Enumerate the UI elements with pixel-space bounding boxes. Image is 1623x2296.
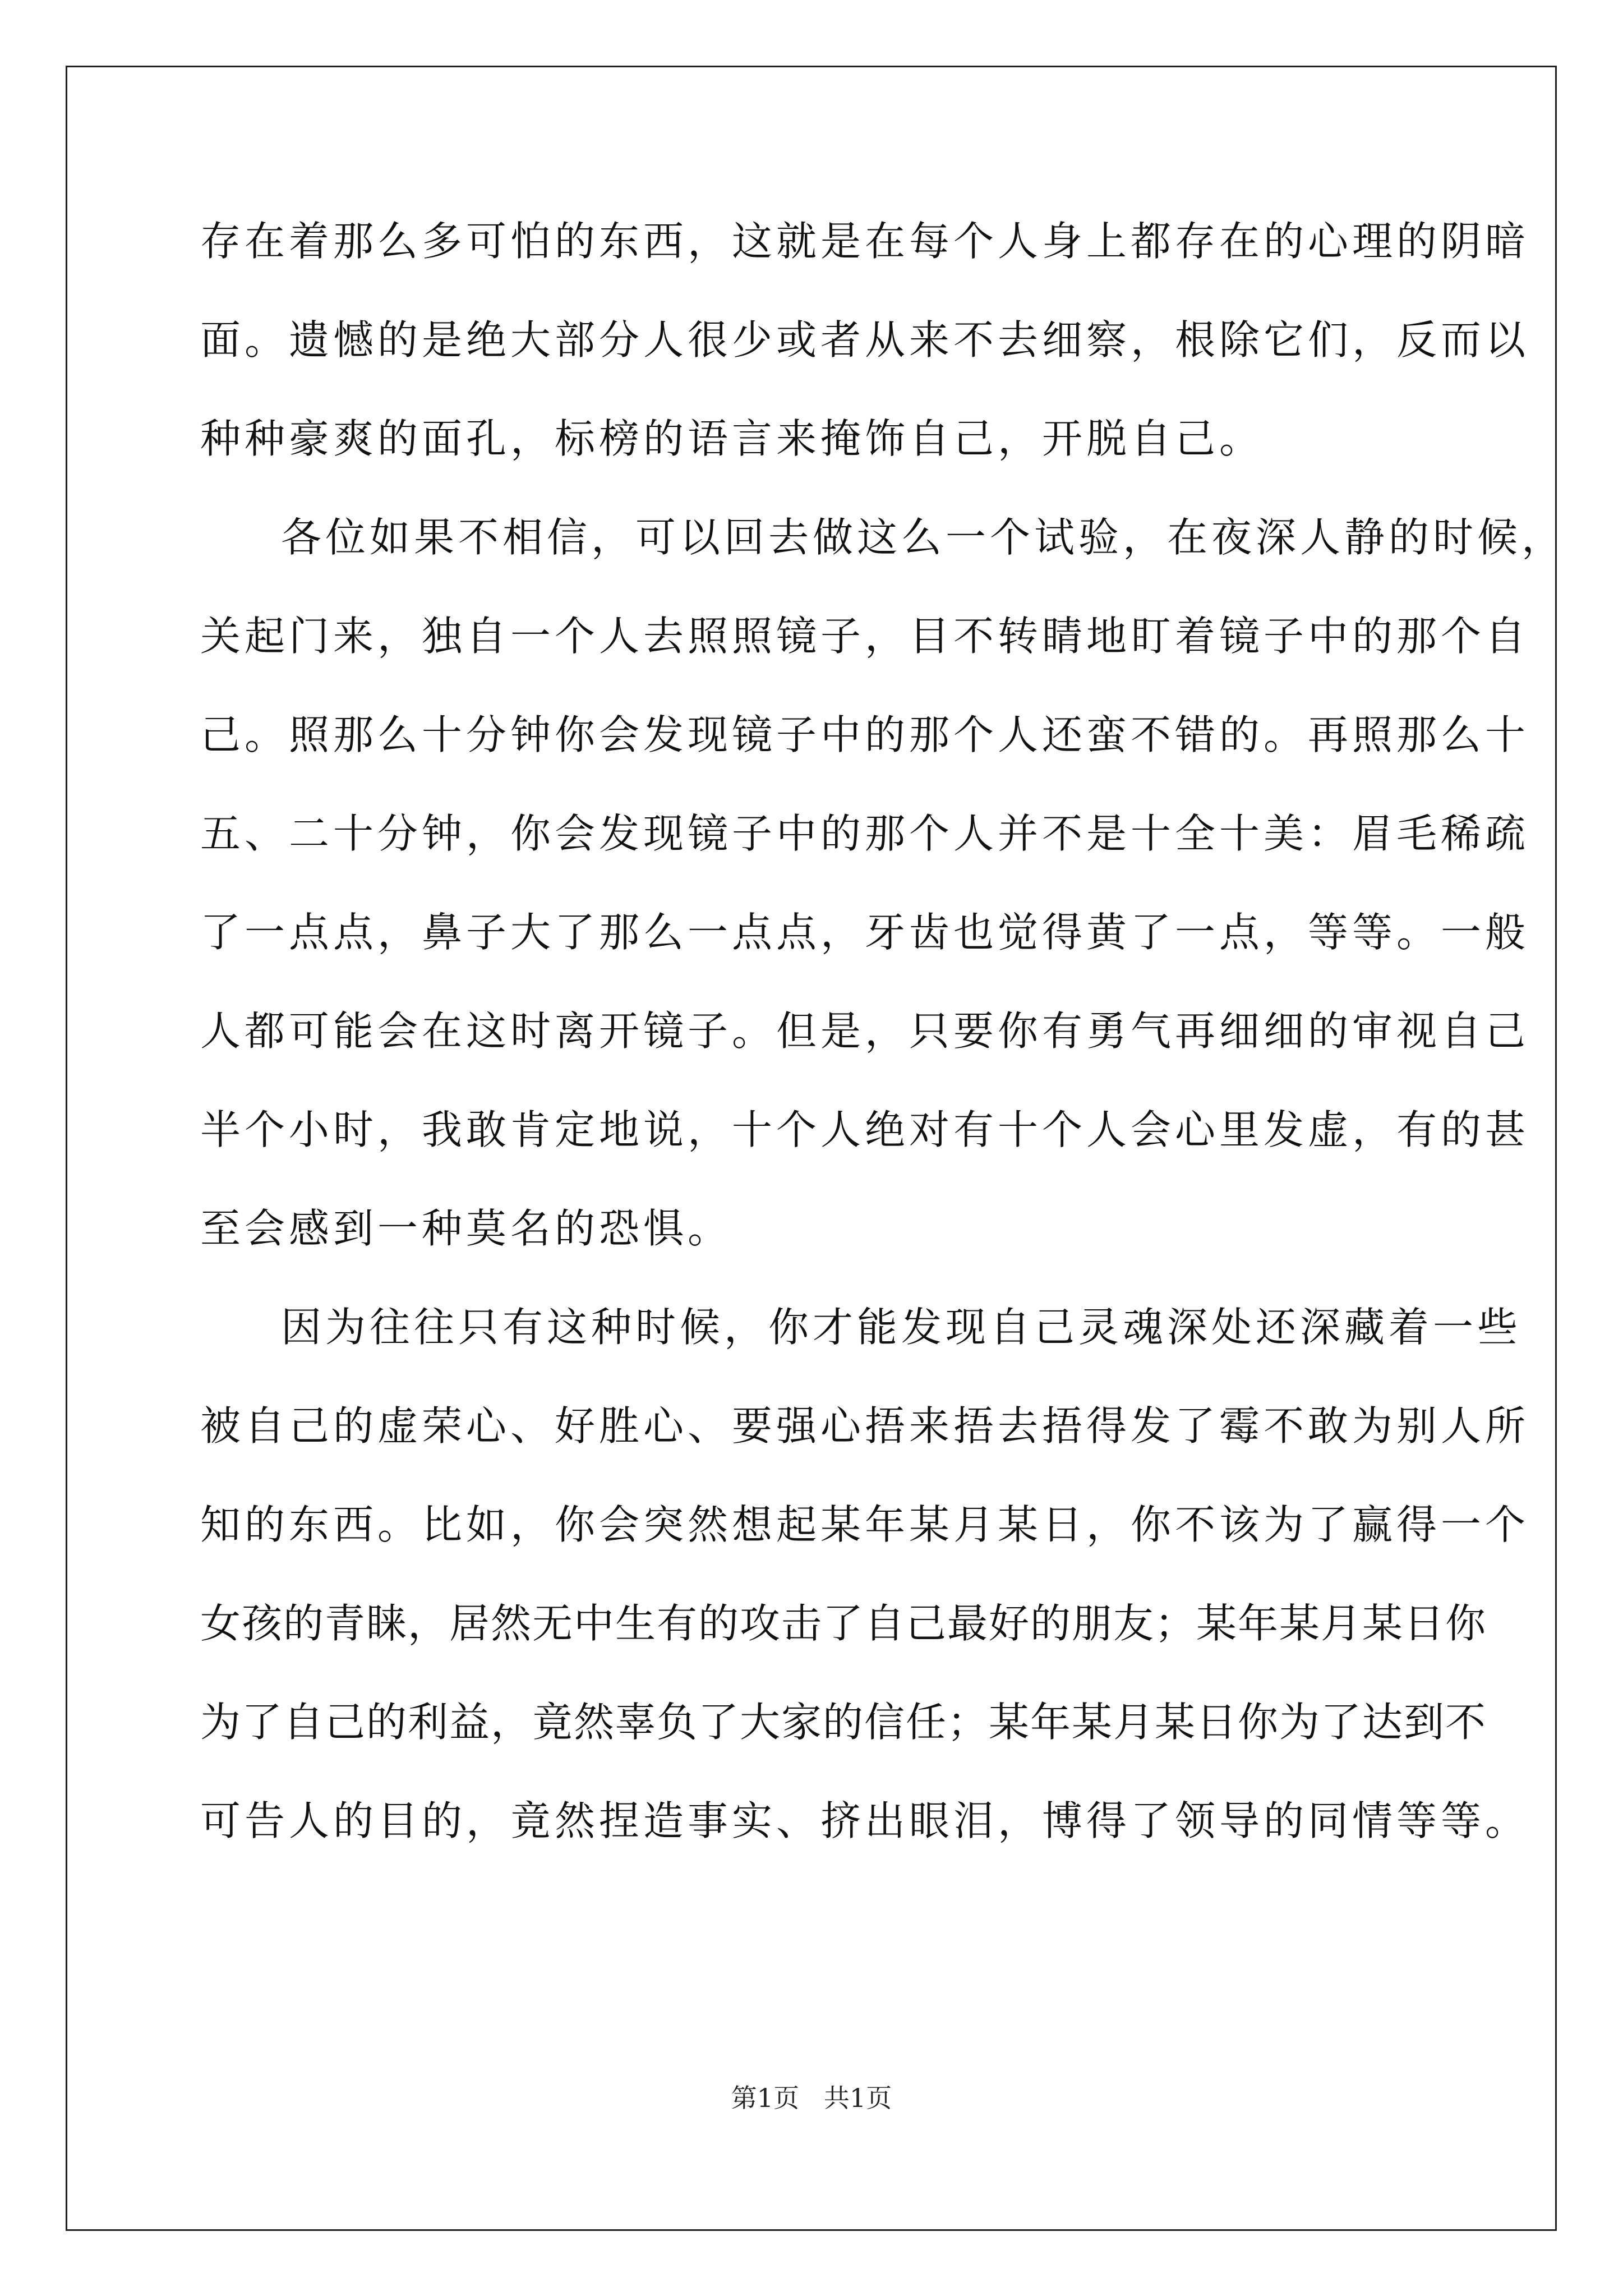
text-line: 面。遗憾的是绝大部分人很少或者从来不去细察，根除它们，反而以 [200, 316, 1530, 364]
text-line: 关起门来，独自一个人去照照镜子，目不转睛地盯着镜子中的那个自 [200, 613, 1530, 660]
text-line: 五、二十分钟，你会发现镜子中的那个人并不是十全十美：眉毛稀疏 [200, 810, 1530, 857]
text-line: 被自己的虚荣心、好胜心、要强心捂来捂去捂得发了霉不敢为别人所 [200, 1402, 1530, 1450]
text-line: 女孩的青睐，居然无中生有的攻击了自己最好的朋友；某年某月某日你 [200, 1600, 1487, 1647]
text-line: 己。照那么十分钟你会发现镜子中的那个人还蛮不错的。再照那么十 [200, 711, 1530, 758]
text-line: 存在着那么多可怕的东西，这就是在每个人身上都存在的心理的阴暗 [200, 218, 1530, 265]
text-line: 了一点点，鼻子大了那么一点点，牙齿也觉得黄了一点，等等。一般 [200, 909, 1530, 956]
text-line: 可告人的目的，竟然捏造事实、挤出眼泪，博得了领导的同情等等。 [200, 1797, 1530, 1844]
text-line: 知的东西。比如，你会突然想起某年某月某日，你不该为了赢得一个 [200, 1501, 1530, 1548]
text-line: 半个小时，我敢肯定地说，十个人绝对有十个人会心里发虚，有的甚 [200, 1106, 1530, 1153]
text-line: 人都可能会在这时离开镜子。但是，只要你有勇气再细细的审视自己 [200, 1007, 1530, 1055]
text-line: 种种豪爽的面孔，标榜的语言来掩饰自己，开脱自己。 [200, 415, 1264, 462]
text-line: 为了自己的利益，竟然辜负了大家的信任；某年某月某日你为了达到不 [200, 1699, 1487, 1746]
paragraph-first-line: 各位如果不相信，可以回去做这么一个试验，在夜深人静的时候， [281, 514, 1566, 561]
paragraph-first-line: 因为往往只有这种时候，你才能发现自己灵魂深处还深藏着一些 [281, 1304, 1522, 1351]
page-footer: 第1页 共1页 [731, 2083, 892, 2113]
text-line: 至会感到一种莫名的恐惧。 [200, 1205, 732, 1252]
